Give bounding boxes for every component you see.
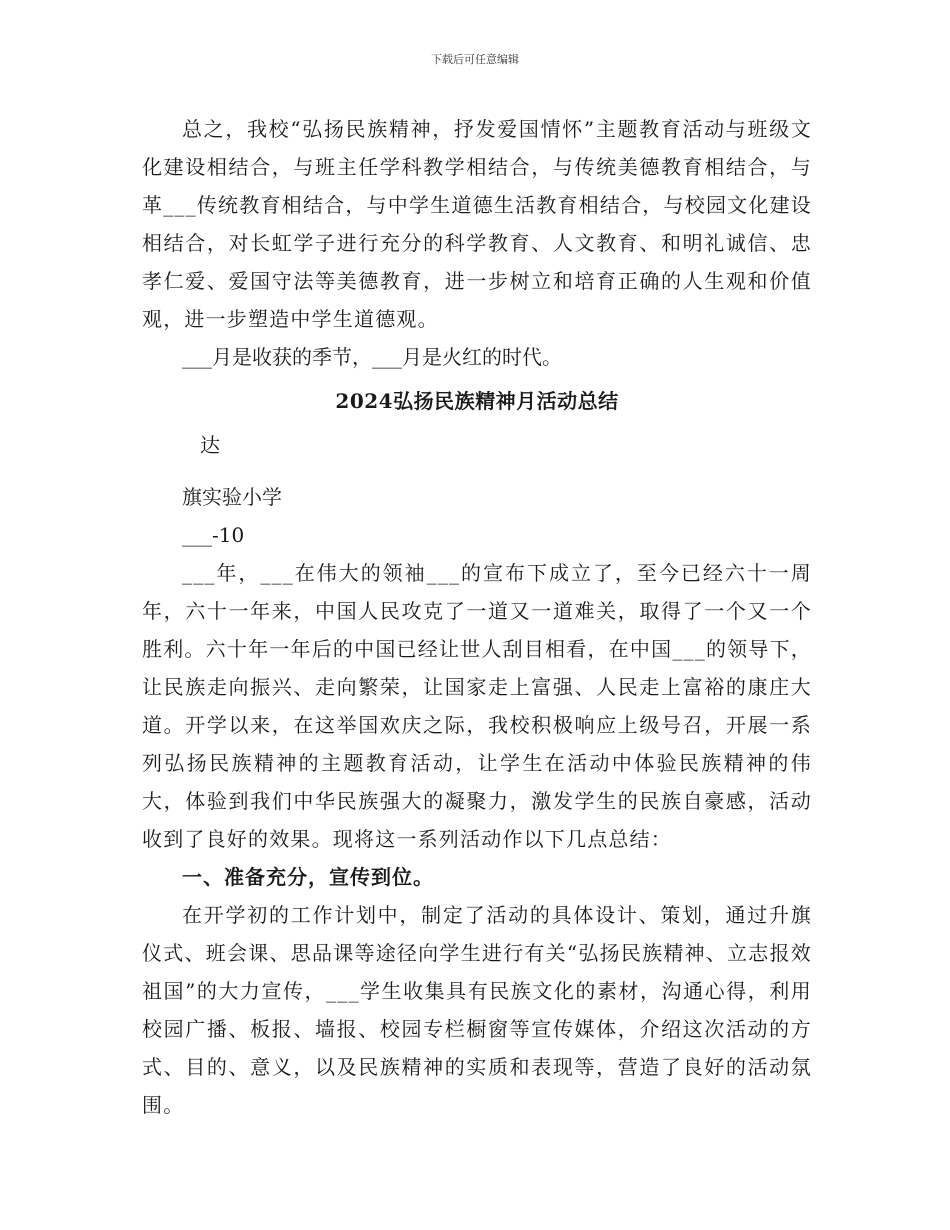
document-title: 2024弘扬民族精神月活动总结: [335, 389, 619, 413]
document-body: [142, 110, 812, 1124]
paragraph-closing: ___月是收获的季节，___月是火红的时代。: [182, 345, 562, 369]
author-line: 达: [200, 433, 220, 457]
school-line: 旗实验小学: [182, 485, 282, 509]
paragraph-conclusion: 总之，我校“弘扬民族精神，抒发爱国情怀”主题教育活动与班级文化建设相结合，与班主任学科教学相结合，与传统美德教育相结合，与革___传统教育相结合，与中学生道德生活教育相结合，与校园文化建设相结合，对长虹学子进行充分的科学教育、人文教育、和明礼诚信、忠孝仁爱、爱国守法等美德教育，进一步树立和培育正确的人生观和价值观，进一步塑造中学生道德观。: [142, 117, 812, 331]
paragraph-preparation: 在开学初的工作计划中，制定了活动的具体设计、策划，通过升旗仪式、班会课、思品课等途径向学生进行有关“弘扬民族精神、立志报效祖国”的大力宣传，___学生收集具有民族文化的素材，沟通心得，利用校园广播、板报、墙报、校园专栏橱窗等宣传媒体，介绍这次活动的方式、目的、意义，以及民族精神的实质和表现等，营造了良好的活动氛围。: [142, 903, 812, 1117]
header-note: 下载后可任意编辑: [431, 53, 519, 66]
section-heading-1: 一、准备充分，宣传到位。: [182, 865, 434, 889]
date-line: ___-10: [182, 523, 245, 547]
paragraph-introduction: ___年，___在伟大的领袖___的宣布下成立了，至今已经六十一周年，六十一年来，中国人民攻克了一道又一道难关，取得了一个又一个胜利。六十年一年后的中国已经让世人刮目相看，在中国___的领导下，让民族走向振兴、走向繁荣，让国家走上富强、人民走上富裕的康庄大道。开学以来，在这举国欢庆之际，我校积极响应上级号召，开展一系列弘扬民族精神的主题教育活动，让学生在活动中体验民族精神的伟大，体验到我们中华民族强大的凝聚力，激发学生的民族自豪感，活动收到了良好的效果。现将这一系列活动作以下几点总结：: [142, 561, 812, 851]
